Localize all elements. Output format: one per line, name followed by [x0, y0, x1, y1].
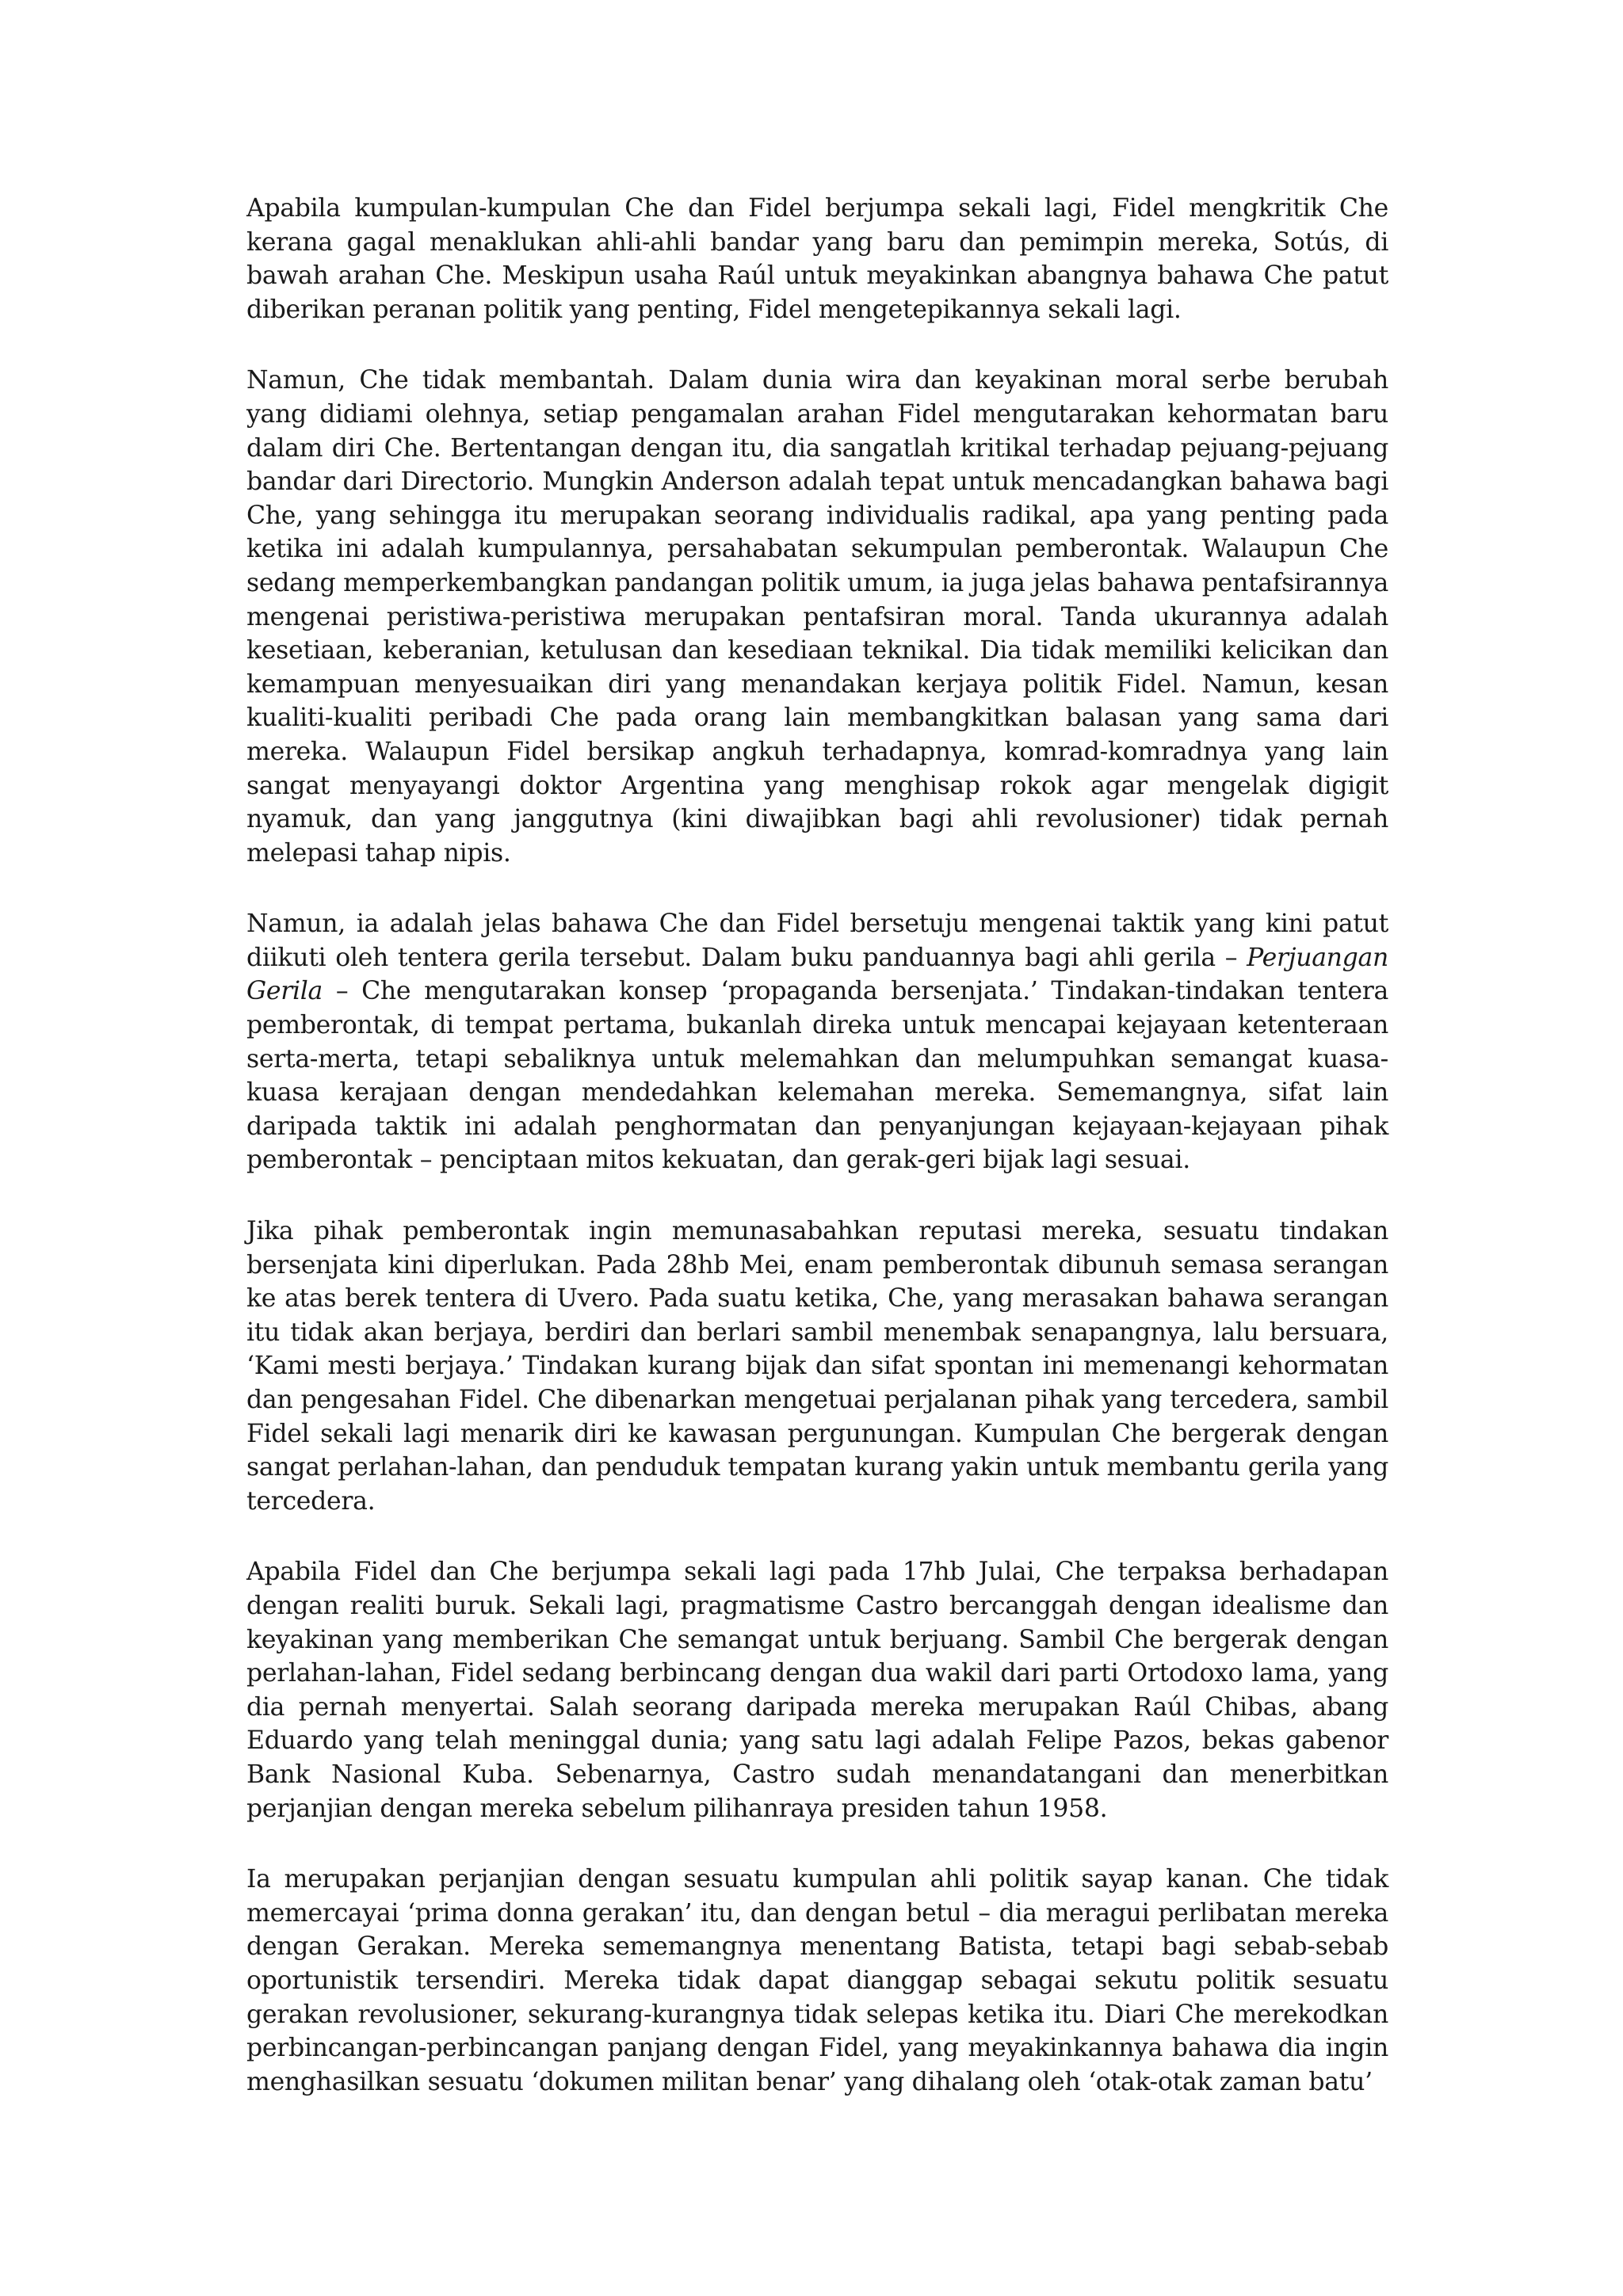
paragraph-4: Jika pihak pemberontak ingin memunasabahkan reputasi mereka, sesuatu tindakan bersenjata kini diperlukan. Pada 28hb Mei, enam pemberontak dibunuh semasa serangan ke atas berek tentera di Uvero. Pada suatu ketika, Che, yang merasakan bahawa serangan itu tidak akan berjaya, berdiri dan berlari sambil menembak senapangnya, lalu bersuara, ‘Kami mesti berjaya.’ Tindakan kurang bijak dan sifat spontan ini memenangi kehormatan dan pengesahan Fidel. Che dibenarkan mengetuai perjalanan pihak yang tercedera, sambil Fidel sekali lagi menarik diri ke kawasan pergunungan. Kumpulan Che bergerak dengan sangat perlahan-lahan, dan penduduk tempatan kurang yakin untuk membantu gerila yang tercedera. [246, 1217, 1388, 1516]
paragraph-5: Apabila Fidel dan Che berjumpa sekali lagi pada 17hb Julai, Che terpaksa berhadapan dengan realiti buruk. Sekali lagi, pragmatisme Castro bercanggah dengan idealisme dan keyakinan yang memberikan Che semangat untuk berjuang. Sambil Che bergerak dengan perlahan-lahan, Fidel sedang berbincang dengan dua wakil dari parti Ortodoxo lama, yang dia pernah menyertai. Salah seorang daripada mereka merupakan Raúl Chibas, abang Eduardo yang telah meninggal dunia; yang satu lagi adalah Felipe Pazos, bekas gabenor Bank Nasional Kuba. Sebenarnya, Castro sudah menandatangani dan menerbitkan perjanjian dengan mereka sebelum pilihanraya presiden tahun 1958. [246, 1558, 1388, 1823]
paragraph-1: Apabila kumpulan-kumpulan Che dan Fidel berjumpa sekali lagi, Fidel mengkritik Che kerana gagal menaklukan ahli-ahli bandar yang baru dan pemimpin mereka, Sotús, di bawah arahan Che. Meskipun usaha Raúl untuk meyakinkan abangnya bahawa Che patut diberikan peranan politik yang penting, Fidel mengetepikannya sekali lagi. [246, 194, 1388, 324]
paragraph-2: Namun, Che tidak membantah. Dalam dunia wira dan keyakinan moral serbe berubah yang didiami olehnya, setiap pengamalan arahan Fidel mengutarakan kehormatan baru dalam diri Che. Bertentangan dengan itu, dia sangatlah kritikal terhadap pejuang-pejuang bandar dari Directorio. Mungkin Anderson adalah tepat untuk mencadangkan bahawa bagi Che, yang sehingga itu merupakan seorang individualis radikal, apa yang penting pada ketika ini adalah kumpulannya, persahabatan sekumpulan pemberontak. Walaupun Che sedang memperkembangkan pandangan politik umum, ia juga jelas bahawa pentafsirannya mengenai peristiwa-peristiwa merupakan pentafsiran moral. Tanda ukurannya adalah kesetiaan, keberanian, ketulusan dan kesediaan teknikal. Dia tidak memiliki kelicikan dan kemampuan menyesuaikan diri yang menandakan kerjaya politik Fidel. Namun, kesan kualiti-kualiti peribadi Che pada orang lain membangkitkan balasan yang sama dari mereka. Walaupun Fidel bersikap angkuh terhadapnya, komrad-komradnya yang lain sangat menyayangi doktor Argentina yang menghisap rokok agar mengelak digigit nyamuk, dan yang janggutnya (kini diwajibkan bagi ahli revolusioner) tidak pernah melepasi tahap nipis. [246, 366, 1388, 868]
book-title-italic: Perjuangan Gerila [246, 943, 1388, 1006]
paragraph-6: Ia merupakan perjanjian dengan sesuatu kumpulan ahli politik sayap kanan. Che tidak memercayai ‘prima donna gerakan’ itu, dan dengan betul – dia meragui perlibatan mereka dengan Gerakan. Mereka sememangnya menentang Batista, tetapi bagi sebab-sebab oportunistik tersendiri. Mereka tidak dapat dianggap sebagai sekutu politik sesuatu gerakan revolusioner, sekurang-kurangnya tidak selepas ketika itu. Diari Che merekodkan perbincangan-perbincangan panjang dengan Fidel, yang meyakinkannya bahawa dia ingin menghasilkan sesuatu ‘dokumen militan benar’ yang dihalang oleh ‘otak-otak zaman batu’ [246, 1865, 1388, 2096]
paragraph-3-text-before: Namun, ia adalah jelas bahawa Che dan Fidel bersetuju mengenai taktik yang kini patut diikuti oleh tentera gerila tersebut. Dalam buku panduannya bagi ahli gerila – [246, 910, 1388, 972]
paragraph-3-text-after: – Che mengutarakan konsep ‘propaganda bersenjata.’ Tindakan-tindakan tentera pemberontak, di tempat pertama, bukanlah direka untuk mencapai kejayaan ketenteraan serta-merta, tetapi sebaliknya untuk melemahkan dan melumpuhkan semangat kuasa-kuasa kerajaan dengan mendedahkan kelemahan mereka. Sememangnya, sifat lain daripada taktik ini adalah penghormatan dan penyanjungan kejayaan-kejayaan pihak pemberontak – penciptaan mitos kekuatan, dan gerak-geri bijak lagi sesuai. [246, 977, 1388, 1175]
paragraph-3 [246, 907, 1388, 1177]
